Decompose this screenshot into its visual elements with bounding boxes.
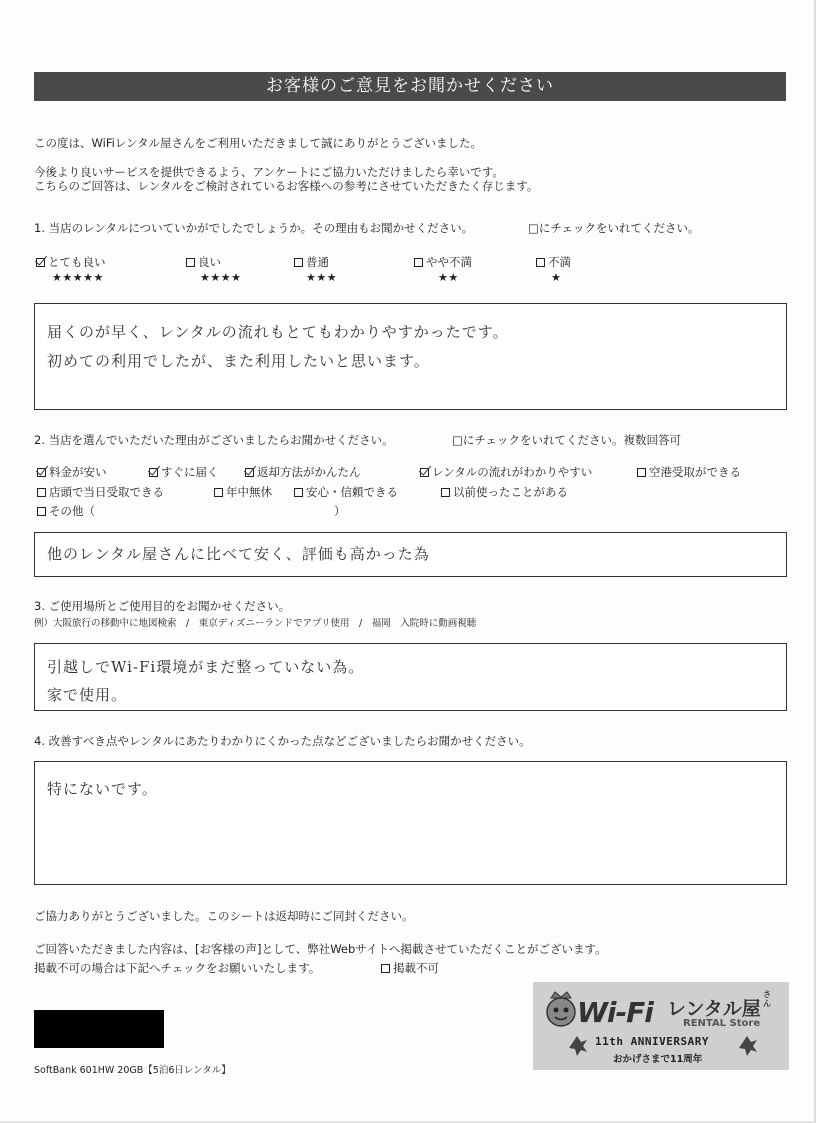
checkbox-icon[interactable] (441, 488, 450, 497)
q1-instruction: □にチェックをいれてください。 (528, 221, 700, 235)
q2-option-trustworthy[interactable]: 安心・信頼できる (294, 484, 398, 500)
q2-instruction: □にチェックをいれてください。複数回答可 (452, 433, 682, 447)
q2-answer: 他のレンタル屋さんに比べて安く、評価も高かった為 (47, 545, 430, 563)
q2-option-same-day-store[interactable]: 店頭で当日受取できる (37, 484, 164, 500)
checkbox-icon[interactable] (381, 964, 390, 973)
checkbox-icon[interactable] (414, 258, 423, 267)
logo-suffix: さん (763, 990, 771, 1008)
page-title: お客様のご意見をお聞かせください (34, 72, 786, 101)
intro-line-1: この度は、WiFiレンタル屋さんをご利用いただきまして誠にありがとうございました。 (34, 136, 483, 150)
q4-answer: 特にないです。 (47, 780, 158, 798)
q2-option-airport-pickup[interactable]: 空港受取ができる (637, 464, 741, 480)
redacted-name-block (34, 1010, 164, 1048)
q2-option-used-before[interactable]: 以前使ったことがある (441, 484, 568, 500)
q1-answer-line-1: 届くのが早く、レンタルの流れもとてもわかりやすかったです。 (47, 323, 509, 341)
publish-notice-line-1: ご回答いただきました内容は、[お客様の声]として、弊社Webサイトへ掲載させていただくことがございます。 (34, 942, 607, 956)
logo-sub: RENTAL Store (683, 1018, 761, 1029)
intro-line-2: 今後より良いサービスを提供できるよう、アンケートにご協力いただけましたら幸いです。 (34, 165, 504, 179)
q2-question: 2. 当店を選んでいただいた理由がございましたらお聞かせください。 (34, 433, 394, 447)
rental-info: SoftBank 601HW 20GB【5泊6日レンタル】 (34, 1065, 231, 1076)
q3-answer-line-1: 引越しでWi-Fi環境がまだ整っていない為。 (47, 658, 365, 676)
q2-answer-box[interactable] (34, 532, 787, 577)
q1-stars-4: ★★★★ (200, 271, 242, 284)
q2-option-open-all-year[interactable]: 年中無休 (214, 484, 272, 500)
logo-anniversary: 11th ANNIVERSARY (595, 1035, 709, 1048)
intro-line-3: こちらのご回答は、レンタルをご検討されているお客様への参考にさせていただきたく存じます。 (34, 179, 539, 193)
q3-answer-line-2: 家で使用。 (47, 686, 128, 704)
q2-option-fast-delivery[interactable]: すぐに届く (149, 464, 219, 480)
q3-question: 3. ご使用場所とご使用目的をお聞かせください。 (34, 599, 291, 613)
q1-stars-1: ★ (551, 271, 562, 284)
checkbox-icon[interactable] (294, 258, 303, 267)
checkbox-icon[interactable] (420, 468, 429, 477)
q4-question: 4. 改善すべき点やレンタルにあたりわかりにくかった点などございましたらお聞かせください。 (34, 734, 531, 748)
q2-option-easy-flow[interactable]: レンタルの流れがわかりやすい (420, 464, 592, 480)
thanks-text: ご協力ありがとうございました。このシートは返却時にご同封ください。 (34, 909, 414, 923)
logo-brand: Wi-Fi (577, 996, 653, 1029)
checkbox-icon[interactable] (36, 258, 45, 267)
checkbox-icon[interactable] (214, 488, 223, 497)
q3-example: 例）大阪旅行の移動中に地図検索 / 東京ディズニーランドでアプリ使用 / 福岡 入院時に動画視聴 (34, 618, 477, 629)
no-publish-option[interactable]: 掲載不可 (381, 960, 439, 976)
q1-answer-box[interactable] (34, 303, 787, 410)
checkbox-icon[interactable] (149, 468, 158, 477)
q1-option-good[interactable]: 良い (186, 254, 221, 270)
q1-stars-5: ★★★★★ (52, 271, 104, 284)
q1-stars-2: ★★ (438, 271, 459, 284)
checkbox-icon[interactable] (637, 468, 646, 477)
wifi-rental-store-logo (533, 982, 789, 1070)
q1-option-average[interactable]: 普通 (294, 254, 329, 270)
q3-answer-box[interactable] (34, 643, 787, 711)
q1-answer-line-2: 初めての利用でしたが、また利用したいと思います。 (47, 352, 430, 370)
q1-option-unsatisfied[interactable]: 不満 (536, 254, 571, 270)
checkbox-icon[interactable] (245, 468, 254, 477)
q2-other-close-paren: ） (334, 504, 346, 518)
checkbox-icon[interactable] (37, 468, 46, 477)
checkbox-icon[interactable] (536, 258, 545, 267)
checkbox-icon[interactable] (37, 488, 46, 497)
checkbox-icon[interactable] (294, 488, 303, 497)
logo-name: レンタル屋 (667, 998, 761, 1020)
q1-question: 1. 当店のレンタルについていかがでしたでしょうか。その理由もお聞かせください。 (34, 221, 474, 235)
q2-option-easy-return[interactable]: 返却方法がかんたん (245, 464, 361, 480)
publish-notice-line-2: 掲載不可の場合は下記へチェックをお願いいたします。 (34, 961, 321, 975)
q2-option-cheap[interactable]: 料金が安い (37, 464, 107, 480)
checkbox-icon[interactable] (186, 258, 195, 267)
q2-option-other[interactable]: その他（ (37, 503, 95, 519)
q4-answer-box[interactable] (34, 761, 787, 885)
q1-stars-3: ★★★ (306, 271, 338, 284)
logo-tagline: おかげさまで11周年 (613, 1054, 703, 1065)
q1-option-somewhat-unsatisfied[interactable]: やや不満 (414, 254, 472, 270)
q1-option-very-good[interactable]: とても良い (36, 254, 106, 270)
checkbox-icon[interactable] (37, 507, 46, 516)
